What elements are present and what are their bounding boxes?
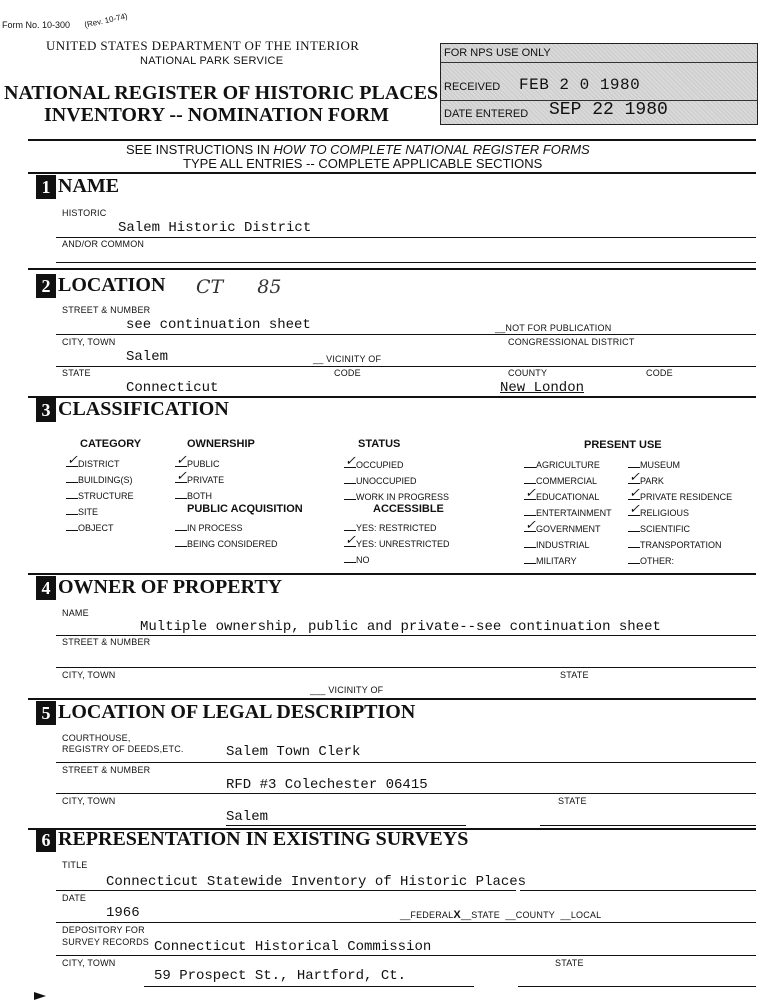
option-label: AGRICULTURE: [536, 460, 600, 470]
legal-state-label: STATE: [558, 796, 587, 806]
status-heading: STATUS: [358, 438, 401, 450]
option-label: PARK: [640, 476, 664, 486]
received-label: RECEIVED: [444, 81, 501, 93]
received-stamp: FEB 2 0 1980: [519, 76, 641, 94]
blank-checkbox-icon[interactable]: [344, 474, 356, 484]
blank-checkbox-icon[interactable]: [66, 489, 78, 499]
blank-checkbox-icon[interactable]: [524, 458, 536, 468]
department-name: UNITED STATES DEPARTMENT OF THE INTERIOR: [46, 38, 360, 53]
ownership-option-both[interactable]: [175, 489, 212, 501]
survey-city-label: CITY, TOWN: [62, 958, 116, 968]
checkmark-icon[interactable]: ✓: [345, 453, 356, 468]
checkmark-icon[interactable]: ✓: [345, 532, 356, 547]
option-label: GOVERNMENT: [536, 524, 601, 534]
city-label: CITY, TOWN: [62, 337, 116, 347]
checkmark-icon[interactable]: ✓: [629, 469, 640, 484]
use-option-industrial[interactable]: [524, 538, 590, 550]
date-entered-stamp: SEP 22 1980: [549, 100, 668, 120]
use-option-government[interactable]: [524, 517, 601, 534]
category-heading: CATEGORY: [80, 438, 142, 450]
accessible-option-yes-restricted[interactable]: [344, 521, 437, 533]
courthouse-label-1: COURTHOUSE,: [62, 733, 131, 743]
section-5-header: 5 LOCATION OF LEGAL DESCRIPTION: [36, 701, 415, 725]
instructions-line1: SEE INSTRUCTIONS IN HOW TO COMPLETE NATIONAL REGISTER FORMS: [126, 142, 590, 157]
public-acquisition-heading: PUBLIC ACQUISITION: [187, 503, 303, 515]
ownership-heading: OWNERSHIP: [187, 438, 255, 450]
public-acquisition-option-in-process[interactable]: [175, 521, 243, 533]
present-use-heading: PRESENT USE: [584, 439, 662, 451]
historic-label: HISTORIC: [62, 208, 107, 218]
option-label: RELIGIOUS: [640, 508, 690, 518]
owner-state-label: STATE: [560, 670, 589, 680]
checkmark-icon[interactable]: ✓: [629, 501, 640, 516]
form-title-line1: NATIONAL REGISTER OF HISTORIC PLACES: [4, 82, 439, 104]
blank-checkbox-icon[interactable]: [628, 554, 640, 564]
checkmark-icon[interactable]: ✓: [67, 452, 78, 467]
blank-checkbox-icon[interactable]: [175, 521, 187, 531]
handwritten-notation: CT 85: [196, 276, 282, 298]
section-6-header: 6 REPRESENTATION IN EXISTING SURVEYS: [36, 828, 468, 852]
category-option-structure[interactable]: [66, 489, 134, 501]
county-code-label: CODE: [646, 368, 673, 378]
nps-use-box: [440, 43, 758, 125]
blank-checkbox-icon[interactable]: [66, 505, 78, 515]
blank-checkbox-icon[interactable]: [344, 553, 356, 563]
form-number: Form No. 10-300: [2, 20, 71, 30]
courthouse-label-2: REGISTRY OF DEEDS,ETC.: [62, 744, 184, 754]
option-label: INDUSTRIAL: [536, 540, 590, 550]
historic-value[interactable]: Salem Historic District: [118, 220, 312, 236]
use-option-agriculture[interactable]: [524, 458, 600, 470]
option-label: IN PROCESS: [187, 523, 243, 533]
accessible-option-yes-unrestricted[interactable]: [344, 532, 450, 549]
option-label: YES: UNRESTRICTED: [356, 539, 450, 549]
option-label: UNOCCUPIED: [356, 476, 417, 486]
owner-name-value[interactable]: Multiple ownership, public and private--see continuation sheet: [140, 619, 661, 635]
status-option-work-in-progress[interactable]: [344, 490, 449, 502]
accessible-heading: ACCESSIBLE: [373, 503, 444, 515]
survey-date-value[interactable]: 1966: [106, 905, 140, 921]
use-option-other[interactable]: [628, 554, 674, 566]
survey-city-value[interactable]: 59 Prospect St., Hartford, Ct.: [154, 968, 407, 984]
blank-checkbox-icon[interactable]: [66, 473, 78, 483]
county-label: COUNTY: [508, 368, 548, 378]
form-title-line2: INVENTORY -- NOMINATION FORM: [44, 104, 390, 126]
option-label: WORK IN PROGRESS: [356, 492, 450, 502]
option-label: NO: [356, 555, 370, 565]
use-option-military[interactable]: [524, 554, 577, 566]
option-label: MUSEUM: [640, 460, 680, 470]
survey-date-label: DATE: [62, 893, 87, 903]
instructions-line2: TYPE ALL ENTRIES -- COMPLETE APPLICABLE SECTIONS: [183, 156, 543, 171]
blank-checkbox-icon[interactable]: [628, 458, 640, 468]
option-label: COMMERCIAL: [536, 476, 598, 486]
section-2-header: 2 LOCATION: [36, 274, 165, 298]
blank-checkbox-icon[interactable]: [524, 506, 536, 516]
option-label: BEING CONSIDERED: [187, 539, 278, 549]
street-label: STREET & NUMBER: [62, 305, 151, 315]
blank-checkbox-icon[interactable]: [344, 490, 356, 500]
checkmark-icon[interactable]: ✓: [176, 468, 187, 483]
category-option-object[interactable]: [66, 521, 114, 533]
owner-street-label: STREET & NUMBER: [62, 637, 151, 647]
option-label: PRIVATE RESIDENCE: [640, 492, 733, 502]
continuation-arrow-icon: [34, 992, 46, 1000]
checkmark-icon[interactable]: ✓: [629, 485, 640, 500]
form-revision: (Rev. 10-74): [83, 11, 129, 30]
option-label: YES: RESTRICTED: [356, 523, 437, 533]
code-label: CODE: [334, 368, 361, 378]
blank-checkbox-icon[interactable]: [344, 521, 356, 531]
date-entered-label: DATE ENTERED: [444, 108, 529, 120]
section-3-header: 3 CLASSIFICATION: [36, 398, 229, 422]
category-option-building-s[interactable]: [66, 473, 133, 485]
option-label: SCIENTIFIC: [640, 524, 691, 534]
vicinity-of-label: __ VICINITY OF: [313, 354, 382, 364]
depository-value[interactable]: Connecticut Historical Commission: [154, 939, 432, 955]
blank-checkbox-icon[interactable]: [175, 489, 187, 499]
accessible-option-no[interactable]: [344, 553, 370, 565]
nps-label: FOR NPS USE ONLY: [444, 47, 551, 59]
survey-level: __FEDERALX__STATE __COUNTY __LOCAL: [400, 909, 602, 921]
legal-city-value[interactable]: Salem: [226, 809, 269, 825]
legal-city-label: CITY, TOWN: [62, 796, 116, 806]
owner-city-label: CITY, TOWN: [62, 670, 116, 680]
section-4-header: 4 OWNER OF PROPERTY: [36, 576, 282, 600]
depository-label-1: DEPOSITORY FOR: [62, 925, 145, 935]
public-acquisition-option-being-considered[interactable]: [175, 537, 278, 549]
use-option-educational[interactable]: [524, 485, 600, 502]
checkmark-icon[interactable]: ✓: [525, 517, 536, 532]
option-label: MILITARY: [536, 556, 577, 566]
survey-title-value[interactable]: Connecticut Statewide Inventory of Historic Places: [106, 874, 527, 890]
option-label: DISTRICT: [78, 459, 120, 469]
option-label: PUBLIC: [187, 459, 220, 469]
street-value[interactable]: see continuation sheet: [126, 317, 311, 333]
option-label: BOTH: [187, 491, 213, 501]
survey-state-label: STATE: [555, 958, 584, 968]
option-label: OTHER:: [640, 556, 675, 566]
checkmark-icon[interactable]: ✓: [176, 452, 187, 467]
legal-street-label: STREET & NUMBER: [62, 765, 151, 775]
option-label: ENTERTAINMENT: [536, 508, 612, 518]
blank-checkbox-icon[interactable]: [524, 538, 536, 548]
use-option-entertainment[interactable]: [524, 506, 612, 518]
status-option-unoccupied[interactable]: [344, 474, 417, 486]
not-for-publication: __NOT FOR PUBLICATION: [495, 323, 612, 333]
option-label: TRANSPORTATION: [640, 540, 722, 550]
section-1-header: 1 NAME: [36, 175, 119, 199]
option-label: EDUCATIONAL: [536, 492, 600, 502]
survey-title-label: TITLE: [62, 860, 88, 870]
blank-checkbox-icon[interactable]: [524, 474, 536, 484]
use-option-private-residence[interactable]: [628, 485, 733, 502]
option-label: PRIVATE: [187, 475, 225, 485]
blank-checkbox-icon[interactable]: [524, 554, 536, 564]
option-label: STRUCTURE: [78, 491, 134, 501]
state-value[interactable]: Connecticut: [126, 380, 219, 396]
ownership-option-private[interactable]: [175, 468, 225, 485]
blank-checkbox-icon[interactable]: [66, 521, 78, 531]
use-option-transportation[interactable]: [628, 538, 722, 550]
use-option-religious[interactable]: [628, 501, 690, 518]
blank-checkbox-icon[interactable]: [628, 522, 640, 532]
category-option-site[interactable]: [66, 505, 98, 517]
option-label: SITE: [78, 507, 99, 517]
owner-vicinity-label: ___ VICINITY OF: [310, 685, 384, 695]
option-label: BUILDING(S): [78, 475, 133, 485]
courthouse-value[interactable]: Salem Town Clerk: [226, 744, 361, 760]
legal-street-value[interactable]: RFD #3 Colechester 06415: [226, 777, 428, 793]
blank-checkbox-icon[interactable]: [628, 538, 640, 548]
use-option-scientific[interactable]: [628, 522, 690, 534]
depository-label-2: SURVEY RECORDS: [62, 937, 149, 947]
city-value[interactable]: Salem: [126, 349, 169, 365]
blank-checkbox-icon[interactable]: [175, 537, 187, 547]
service-name: NATIONAL PARK SERVICE: [140, 55, 284, 67]
county-value[interactable]: New London: [500, 380, 585, 396]
option-label: OBJECT: [78, 523, 114, 533]
state-label: STATE: [62, 368, 91, 378]
congressional-district-label: CONGRESSIONAL DISTRICT: [508, 337, 635, 347]
status-option-occupied[interactable]: [344, 453, 404, 470]
owner-name-label: NAME: [62, 608, 89, 618]
option-label: OCCUPIED: [356, 460, 404, 470]
category-option-district[interactable]: [66, 452, 120, 469]
common-name-label: AND/OR COMMON: [62, 239, 145, 249]
checkmark-icon[interactable]: ✓: [525, 485, 536, 500]
